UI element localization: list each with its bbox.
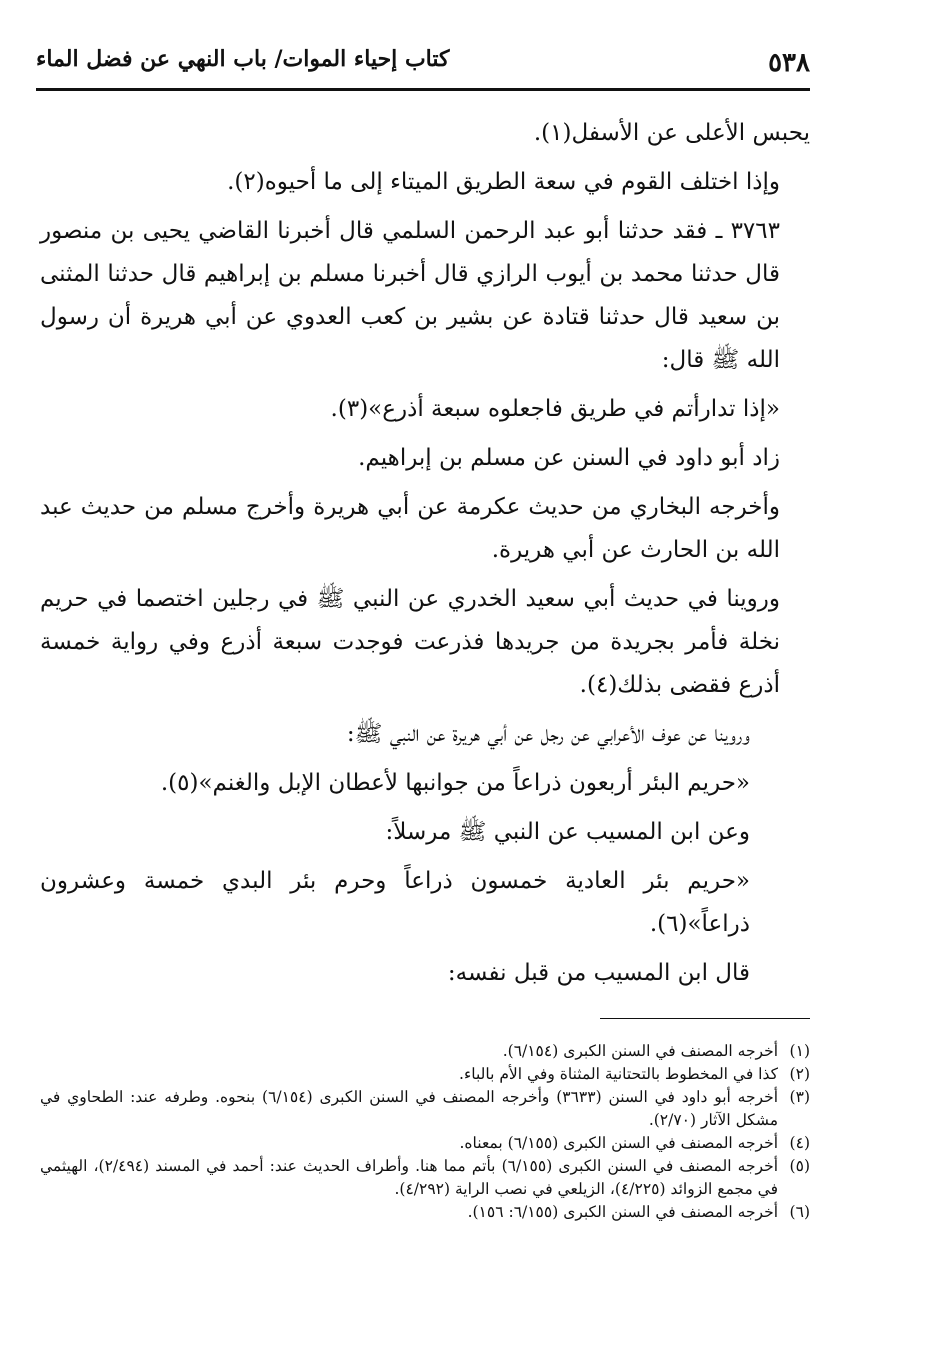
footnote-text: أخرجه المصنف في السنن الكبرى (٦/١٥٥) بأتم مما هنا. وأطراف الحديث عند: أحمد في المسند (٢/٤٩٤)، الهيثمي في مجمع الزوائد (٤/٢٢٥)، الزيلعي في نصب الراية (٤/٢٩٢). — [40, 1157, 778, 1198]
footnote-number: (٣) — [789, 1088, 810, 1106]
footnote-rule — [600, 1018, 810, 1019]
footnote — [40, 1040, 810, 1063]
footnote-number: (٥) — [789, 1157, 810, 1175]
paragraph-ibn-musayyib: وعن ابن المسيب عن النبي ﷺ مرسلاً: — [385, 819, 750, 845]
footnote-number: (٤) — [789, 1134, 810, 1152]
footnote-text: أخرجه المصنف في السنن الكبرى (٦/١٥٥: ١٥٦). — [467, 1203, 778, 1221]
hadith-quote-1: «إذا تدارأتم في طريق فاجعلوه سبعة أذرع»(٣). — [330, 396, 780, 422]
footnote-number: (١) — [789, 1042, 810, 1060]
paragraph-ibn-musayyib-2: قال ابن المسيب من قبل نفسه: — [447, 960, 750, 986]
footnotes — [40, 1040, 810, 1224]
running-title: كتاب إحياء الموات/ باب النهي عن فضل الماء — [36, 46, 450, 72]
paragraph-2: وإذا اختلف القوم في سعة الطريق الميتاء إلى ما أحيوه(٢). — [227, 169, 780, 195]
footnote — [40, 1086, 810, 1132]
footnote — [40, 1132, 810, 1155]
footnote-text: كذا في المخطوط بالتحتانية المثناة وفي الأم بالباء. — [459, 1065, 778, 1083]
footnote-number: (٢) — [789, 1065, 810, 1083]
paragraph-1: يحبس الأعلى عن الأسفل(١). — [533, 120, 810, 146]
paragraph-khudri: وروينا في حديث أبي سعيد الخدري عن النبي ﷺ في رجلين اختصما في حريم نخلة فأمر بجريدة من جريدها فذرعت فوجدت سبعة أذرع وفي رواية خمسة أذرع فقضى بذلك(٤). — [40, 586, 780, 698]
footnote — [40, 1201, 810, 1224]
footnote — [40, 1063, 810, 1086]
hadith-3763: ٣٧٦٣ ـ فقد حدثنا أبو عبد الرحمن السلمي قال أخبرنا القاضي يحيى بن منصور قال حدثنا محمد بن أيوب الرازي قال أخبرنا مسلم بن إبراهيم قال حدثنا المثنى بن سعيد قال حدثنا قتادة عن بشير بن كعب العدوي عن أبي هريرة أن رسول الله ﷺ قال: — [40, 218, 780, 373]
footnote-number: (٦) — [789, 1203, 810, 1221]
footnote — [40, 1155, 810, 1201]
paragraph-abu-dawud: زاد أبو داود في السنن عن مسلم بن إبراهيم. — [358, 445, 780, 471]
paragraph-awf: وروينا عن عوف الأعرابي عن رجل عن أبي هريرة عن النبي ﷺ: — [346, 721, 750, 747]
footnote-text: أخرجه أبو داود في السنن (٣٦٣٣) وأخرجه المصنف في السنن الكبرى (٦/١٥٤) بنحوه. وطرفه عند: الطحاوي في مشكل الآثار (٢/٧٠). — [40, 1088, 778, 1129]
footnote-text: أخرجه المصنف في السنن الكبرى (٦/١٥٤). — [502, 1042, 778, 1060]
page-number: ٥٣٨ — [768, 48, 810, 78]
main-text — [40, 112, 810, 1001]
header-rule — [36, 88, 810, 91]
paragraph-bukhari: وأخرجه البخاري من حديث عكرمة عن أبي هريرة وأخرج مسلم من حديث عبد الله بن الحارث عن أبي هريرة. — [40, 494, 780, 563]
hadith-quote-2: «حريم البئر أربعون ذراعاً من جوانبها لأعطان الإبل والغنم»(٥). — [160, 770, 750, 796]
page-header — [36, 40, 810, 90]
footnote-text: أخرجه المصنف في السنن الكبرى (٦/١٥٥) بمعناه. — [459, 1134, 778, 1152]
hadith-quote-3: «حريم بئر العادية خمسون ذراعاً وحرم بئر البدي خمسة وعشرون ذراعاً»(٦). — [40, 868, 750, 937]
